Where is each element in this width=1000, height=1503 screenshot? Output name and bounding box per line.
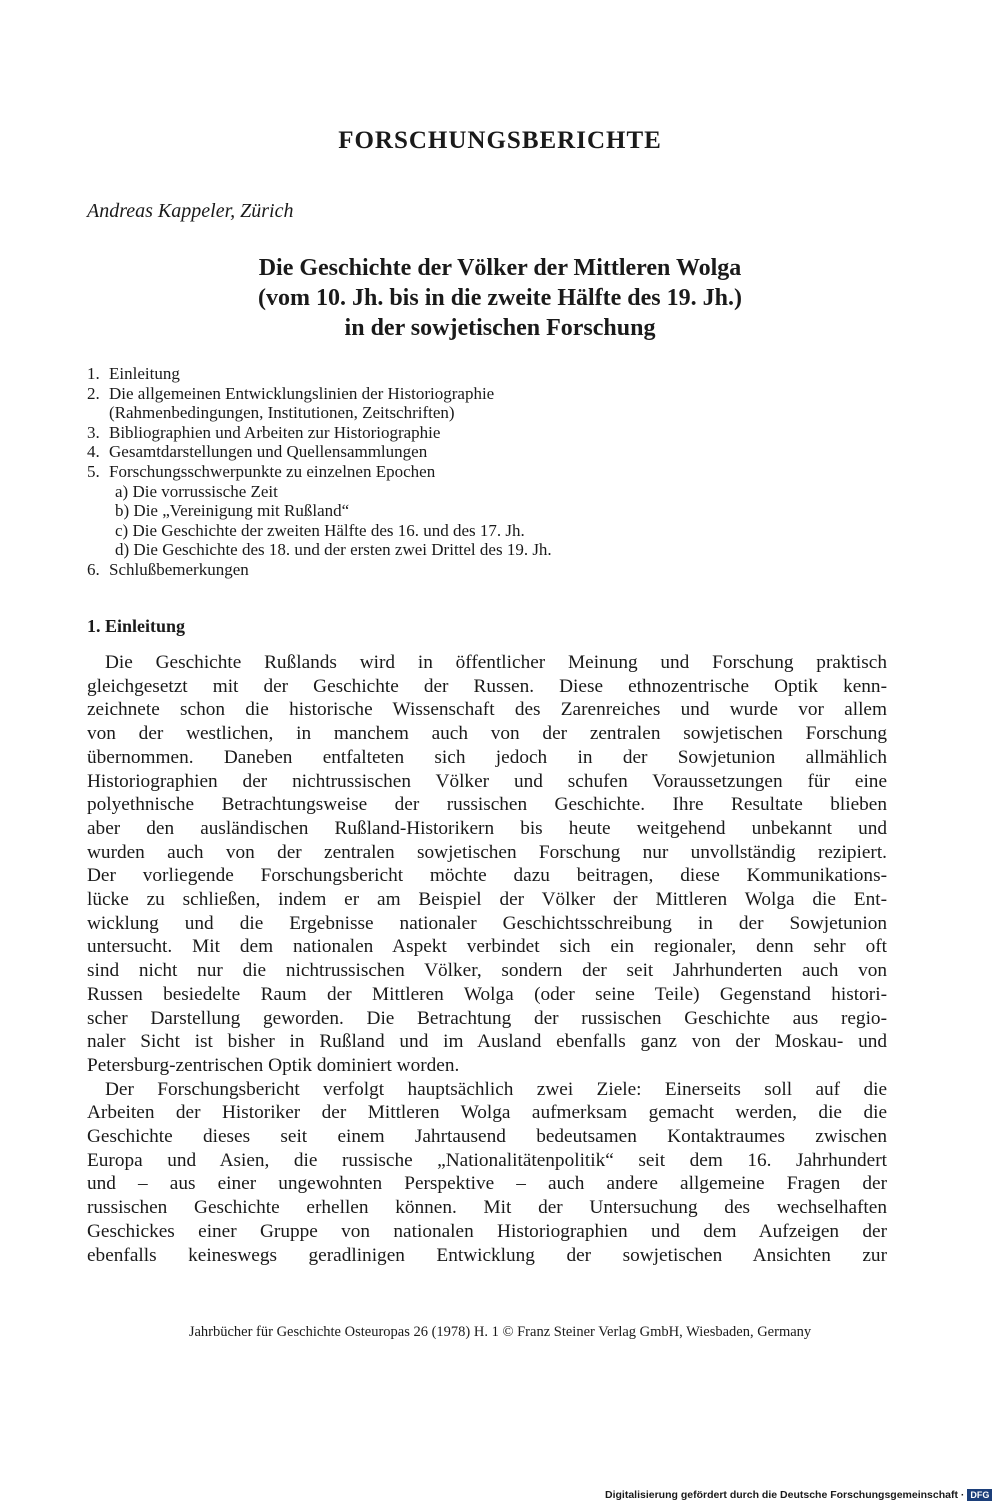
text-line: Die Geschichte Rußlands wird in öffentlicher Meinung und Forschung praktisch [105,652,887,673]
paragraph-1 [87,651,887,1078]
title-line-3: in der sowjetischen Forschung [344,315,656,341]
toc-item [87,560,907,580]
toc-number: 1. [87,364,100,383]
text-line: Russen besiedelte Raum der Mittleren Wolga (oder seine Teile) Gegenstand histori- [87,983,887,1005]
body-text [87,651,887,1267]
text-line: polyethnische Betrachtungsweise der russischen Geschichte. Ihre Resultate blieben [87,794,887,816]
toc-item [87,442,907,462]
text-line: Der Forschungsbericht verfolgt hauptsächlich zwei Ziele: Einerseits soll auf die [105,1078,887,1100]
table-of-contents [87,364,907,580]
text-line: zeichnete schon die historische Wissenschaft des Zarenreiches und wurde vor allem [87,699,887,721]
toc-text: Gesamtdarstellungen und Quellensammlungen [109,442,428,462]
toc-text: c) Die Geschichte der zweiten Hälfte des 16. und des 17. Jh. [115,520,525,540]
author-line: Andreas Kappeler, Zürich [87,200,294,222]
text-line: Der vorliegende Forschungsbericht möchte dazu beitragen, diese Kommunikations- [87,865,887,887]
text-line: Arbeiten der Historiker der Mittleren Wolga aufmerksam gemacht werden, die die [87,1102,887,1124]
toc-number: 4. [87,442,100,462]
text-line: untersucht. Mit dem nationalen Aspekt verbindet sich ein regionaler, denn sehr oft [87,936,887,958]
toc-text: a) Die vorrussische Zeit [115,481,278,501]
toc-number: 6. [87,559,100,579]
toc-item [87,423,907,443]
text-line: übernommen. Daneben entfalteten sich jedoch in der Sowjetunion allmählich [87,746,887,768]
digitization-notice [605,1487,992,1503]
section-1-heading: 1. Einleitung [87,616,186,636]
toc-text: b) Die „Vereinigung mit Rußland“ [115,501,350,521]
toc-text: Schlußbemerkungen [109,559,249,579]
toc-number: 5. [87,461,100,481]
text-line: Geschichte dieses seit einem Jahrtausend bedeutsamen Kontaktraumes zwischen [87,1126,887,1148]
footer-citation: Jahrbücher für Geschichte Osteuropas 26 (1978) H. 1 © Franz Steiner Verlag GmbH, Wiesbaden, Germany [188,1324,812,1340]
text-line: russischen Geschichte erhellen können. Mit der Untersuchung des wechselhaften [87,1197,887,1219]
paragraph-2 [87,1078,887,1268]
toc-item [87,403,907,423]
text-line: von der westlichen, in manchem auch von der zentralen sowjetischen Forschung [87,723,887,745]
toc-text: Forschungsschwerpunkte zu einzelnen Epochen [109,461,436,481]
text-line: sind nicht nur die nichtrussischen Völker, sondern der seit Jahrhunderten auch von [87,960,887,982]
toc-subitem [87,540,907,560]
text-line: Petersburg-zentrischen Optik dominiert worden. [87,1054,460,1076]
toc-item [87,384,907,404]
article-title [0,253,1000,343]
toc-text: d) Die Geschichte des 18. und der ersten zwei Drittel des 19. Jh. [115,540,552,560]
toc-item [87,462,907,482]
toc-number: 2. [87,383,100,403]
toc-text: Die allgemeinen Entwicklungslinien der Historiographie [109,383,495,403]
text-line: wicklung und die Ergebnisse nationaler Geschichtsschreibung in der Sowjetunion [87,912,887,934]
toc-subitem [87,501,907,521]
text-line: aber den ausländischen Rußland-Historikern bis heute weitgehend unbekannt und [87,817,887,839]
title-line-2: (vom 10. Jh. bis in die zweite Hälfte des 19. Jh.) [258,285,742,311]
digitization-text: Digitalisierung gefördert durch die Deutsche Forschungsgemeinschaft · [605,1489,965,1501]
text-line: lücke zu schließen, indem er am Beispiel der Völker der Mittleren Wolga die Ent- [87,889,887,911]
text-line: wurden auch von der zentralen sowjetischen Forschung nur unvollständig rezipiert. [87,841,887,863]
toc-subitem [87,521,907,541]
toc-number: 3. [87,422,100,442]
text-line: Historiographien der nichtrussischen Völker und schufen Voraussetzungen für eine [87,770,887,792]
toc-text: (Rahmenbedingungen, Institutionen, Zeitschriften) [109,403,455,423]
toc-text: Bibliographien und Arbeiten zur Historiographie [109,422,441,442]
text-line: und – aus einer ungewohnten Perspektive – auch andere allgemeine Fragen der [87,1173,887,1195]
toc-text: Einleitung [109,364,180,383]
text-line: Geschickes einer Gruppe von nationalen Historiographien und dem Aufzeigen der [87,1220,887,1242]
toc-subitem [87,482,907,502]
title-line-1: Die Geschichte der Völker der Mittleren Wolga [258,255,742,281]
dfg-logo: DFG [967,1489,992,1501]
section-heading: FORSCHUNGSBERICHTE [338,127,662,154]
text-line: naler Sicht ist bisher in Rußland und im Ausland ebenfalls ganz von der Moskau- und [87,1031,887,1053]
text-line: Europa und Asien, die russische „Nationalitätenpolitik“ seit dem 16. Jahrhundert [87,1149,887,1171]
toc-item [87,364,907,384]
text-line: gleichgesetzt mit der Geschichte der Russen. Diese ethnozentrische Optik kenn- [87,675,887,697]
text-line: scher Darstellung geworden. Die Betrachtung der russischen Geschichte aus regio- [87,1007,887,1029]
text-line: ebenfalls keineswegs geradlinigen Entwicklung der sowjetischen Ansichten zur [87,1244,887,1266]
